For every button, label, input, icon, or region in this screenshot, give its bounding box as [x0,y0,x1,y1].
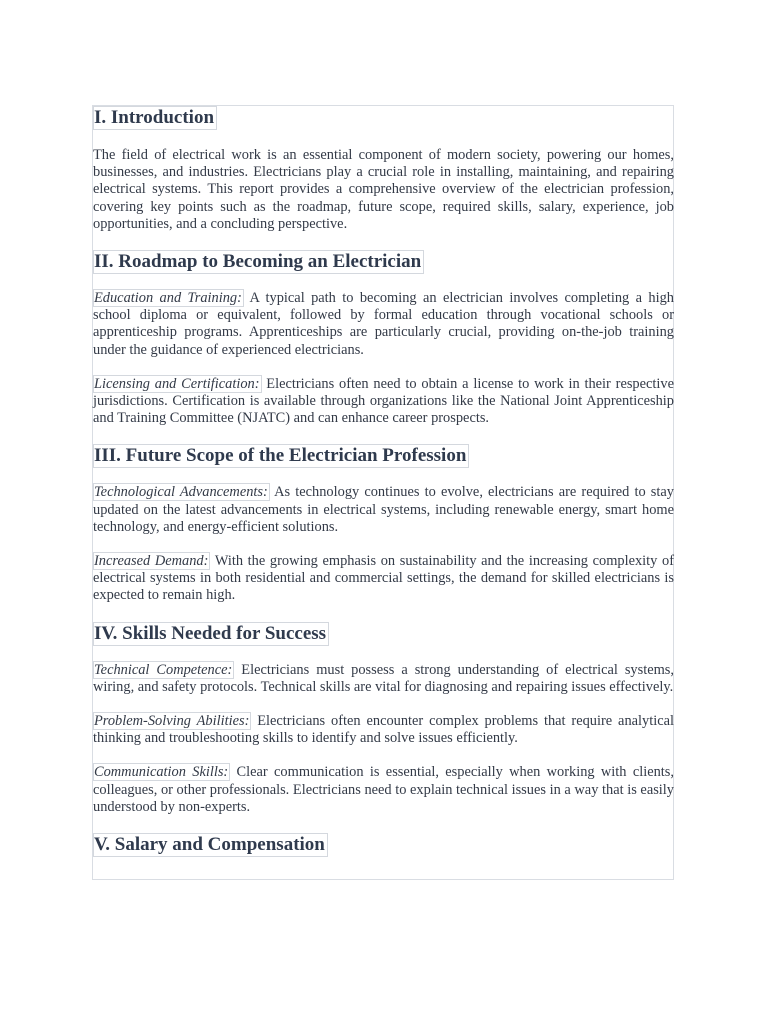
term-education-training: Education and Training: [94,290,242,307]
paragraph-education-training [93,290,674,359]
paragraph-licensing-certification-text: Electricians often need to obtain a license to work in their respective jurisdictions. Certification is available through organizations like the National Joint Apprenticeship and Training Committee (NJATC) and can enhance career prospects. [93,375,674,427]
section-heading-introduction: I. Introduction [93,106,217,130]
term-technical-competence: Technical Competence: [94,661,233,678]
paragraph-communication-skills [93,764,674,816]
term-licensing-certification: Licensing and Certification: [94,375,260,392]
paragraph-education-training-text: A typical path to becoming an electrician involves completing a high school diploma or equivalent, followed by formal education through vocational schools or apprenticeship programs. Apprenticeships are particularly crucial, providing on-the-job training under the guidance of experienced electricians. [93,290,675,358]
section-heading-roadmap: II. Roadmap to Becoming an Electrician [93,250,424,274]
term-increased-demand: Increased Demand: [94,553,209,570]
paragraph-technical-competence-text: Electricians must possess a strong understanding of electrical systems, wiring, and safety protocols. Technical skills are vital for diagnosing and repairing issues effectively. [93,661,674,695]
section-heading-skills: IV. Skills Needed for Success [93,622,329,646]
paragraph-introduction: The field of electrical work is an essential component of modern society, powering our homes, businesses, and industries. Electricians play a crucial role in installing, maintaining, and repairing electrical systems. This report provides a comprehensive overview of the electrician profession, covering key points such as the roadmap, future scope, required skills, salary, experience, job opportunities, and a concluding perspective. [93,147,674,232]
term-communication-skills: Communication Skills: [94,764,229,781]
paragraph-problem-solving-text: Electricians often encounter complex problems that require analytical thinking and troubleshooting skills to identify and solve issues efficiently. [93,713,674,747]
paragraph-technological-advancements-text: As technology continues to evolve, electricians are required to stay updated on the latest advancements in electrical systems, including renewable energy, smart home technology, and energy-efficient solutions. [93,484,674,535]
paragraph-increased-demand-text: With the growing emphasis on sustainability and the increasing complexity of electrical systems in both residential and commercial settings, the demand for skilled electricians is expected to remain high. [93,553,674,604]
term-problem-solving: Problem-Solving Abilities: [94,713,250,730]
paragraph-increased-demand [93,553,674,605]
paragraph-communication-skills-text: Clear communication is essential, especially when working with clients, colleagues, or other professionals. Electricians need to explain technical issues in a way that is easily understood by non-experts. [93,764,674,815]
section-heading-salary: V. Salary and Compensation [93,833,328,857]
term-technological-advancements: Technological Advancements: [94,484,268,501]
document-content [93,106,674,857]
section-heading-future-scope: III. Future Scope of the Electrician Profession [93,444,469,468]
paragraph-problem-solving [93,713,674,747]
paragraph-technological-advancements [93,484,674,536]
paragraph-technical-competence [93,662,674,696]
paragraph-licensing-certification [93,376,674,428]
